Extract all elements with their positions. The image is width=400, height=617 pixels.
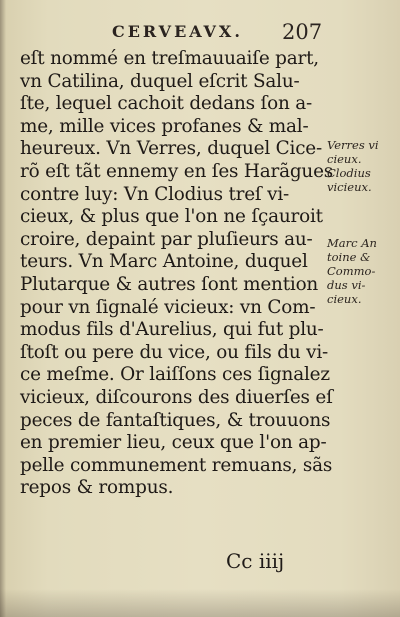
margin-note: vicieux. bbox=[327, 180, 372, 194]
body-line: teurs. Vn Marc Antoine, duquel bbox=[20, 251, 308, 273]
margin-note bbox=[327, 208, 399, 222]
body-line: ſte, lequel cachoit dedans ſon a- bbox=[20, 93, 313, 115]
margin-note bbox=[327, 222, 399, 236]
body-line: peces de fantaſtiques, & trouuons bbox=[20, 409, 331, 431]
page-gutter-edge bbox=[0, 0, 6, 617]
body-line: heureux. Vn Verres, duquel Cice- bbox=[20, 138, 322, 160]
body-line: ce meſme. Or laiſſons ces ſignalez bbox=[20, 364, 330, 386]
running-head bbox=[0, 20, 400, 48]
body-line: eſt nommé en treſmauuaiſe part, bbox=[20, 48, 319, 69]
margin-note: cieux. bbox=[327, 152, 362, 166]
body-line: vn Catilina, duquel eſcrit Salu- bbox=[20, 70, 300, 92]
body-line: me, mille vices profanes & mal- bbox=[20, 115, 309, 137]
body-line: cieux, & plus que l'on ne ſçauroit bbox=[20, 206, 323, 228]
margin-note: Marc An bbox=[327, 236, 377, 250]
margin-note: cieux. bbox=[327, 292, 362, 306]
margin-note: Verres vi bbox=[327, 138, 379, 152]
margin-note: Clodius bbox=[327, 166, 371, 180]
margin-note: Commo- bbox=[327, 264, 376, 278]
body-line: pour vn ſignalé vicieux: vn Com- bbox=[20, 296, 316, 318]
running-title: CERVEAVX. bbox=[112, 22, 243, 41]
page-number: 207 bbox=[282, 20, 323, 44]
margin-note: dus vi- bbox=[327, 278, 366, 292]
margin-note bbox=[327, 194, 399, 208]
body-line: rõ eſt tãt ennemy en ſes Harãgues bbox=[20, 160, 334, 182]
body-line: croire, depaint par pluſieurs au- bbox=[20, 228, 313, 250]
body-line: ſtoſt ou pere du vice, ou fils du vi- bbox=[20, 341, 329, 363]
body-line: contre luy: Vn Clodius treſ vi- bbox=[20, 183, 290, 205]
signature-mark: Cc iiij bbox=[226, 549, 285, 573]
body-line: Plutarque & autres ſont mention bbox=[20, 273, 319, 295]
body-text bbox=[20, 48, 334, 500]
body-line: en premier lieu, ceux que l'on ap- bbox=[20, 432, 327, 454]
body-line: repos & rompus. bbox=[20, 477, 174, 499]
body-line: vicieux, diſcourons des diuerſes eſ bbox=[20, 386, 333, 408]
body-line: pelle communement remuans, sãs bbox=[20, 454, 333, 476]
margin-notes bbox=[327, 138, 399, 306]
page-bottom-shadow bbox=[0, 589, 400, 617]
body-line: modus fils d'Aurelius, qui fut plu- bbox=[20, 319, 324, 341]
margin-note: toine & bbox=[327, 250, 371, 264]
